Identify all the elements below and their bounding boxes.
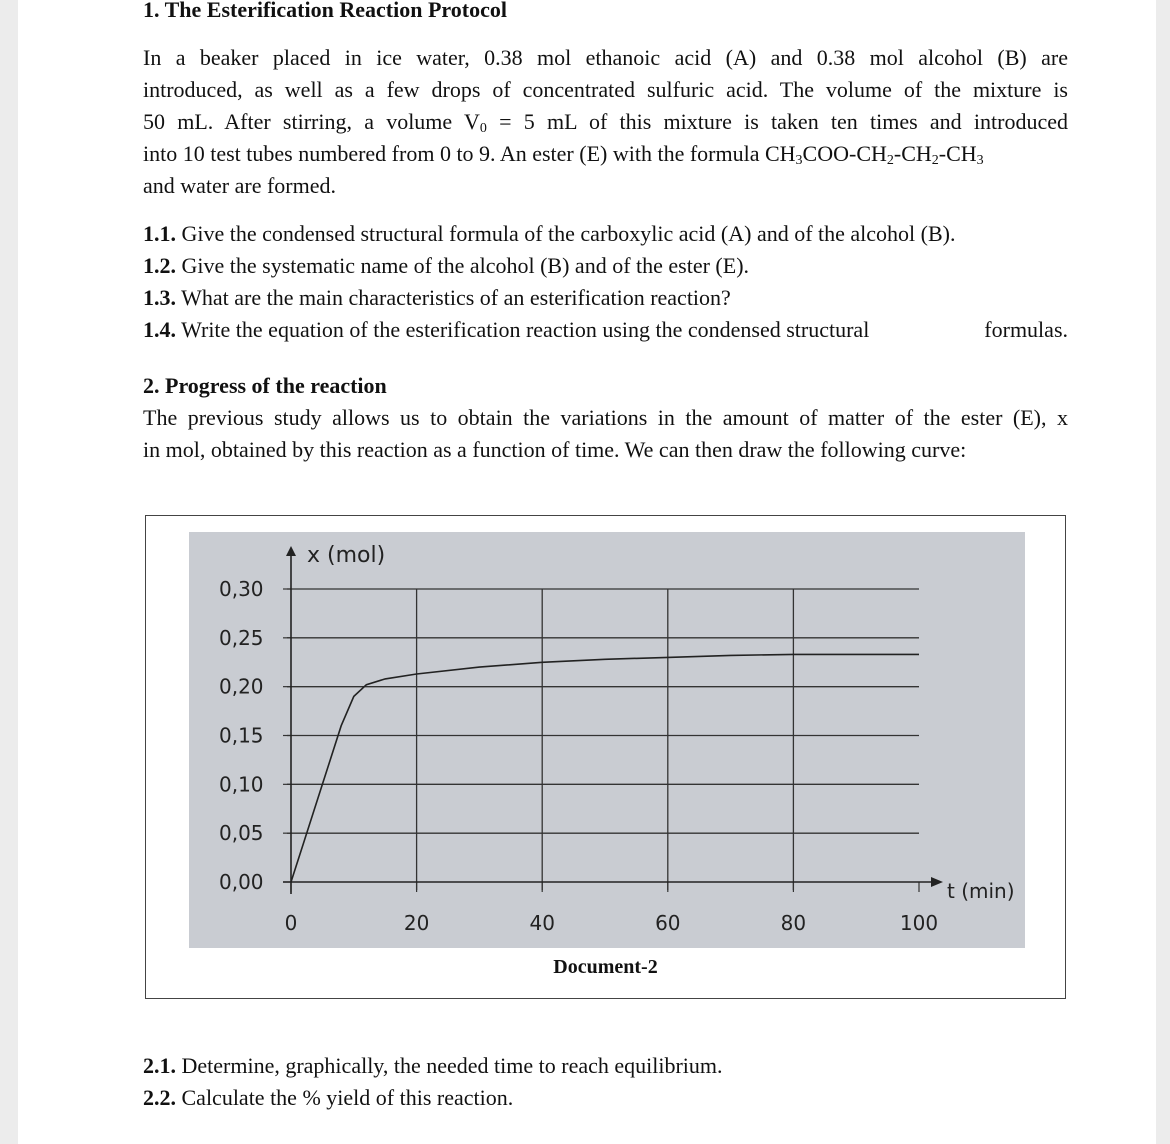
line-chart [189,532,1025,948]
question-1-4: 1.4. Write the equation of the esterification reaction using the condensed structural formulas. [143,317,1068,342]
section2-questions [143,1050,1068,1114]
intro-line-4: into 10 test tubes numbered from 0 to 9. An ester (E) with the formula $CH_3COO-CH_2-CH_2-CH_3$ [143,141,984,168]
x-axis-label: t (min) [947,879,1015,903]
intro-line-5: and water are formed. [143,173,337,198]
x-tick-label: 60 [655,911,681,935]
chart-area [189,532,1025,948]
y-tick-label: 0,15 [219,723,264,748]
y-axis-label: x (mol) [307,543,386,568]
section1-intro [143,42,1068,202]
question-1-3: 1.3. What are the main characteristics of an esterification reaction? [143,285,731,310]
x-tick-label: 40 [529,911,555,935]
section2-title: 2. Progress of the reaction [143,373,387,398]
x-axis-arrow [931,877,943,887]
x-tick-labels [285,911,938,935]
x-tick-label: 80 [780,911,807,935]
section1-title: 1. The Esterification Reaction Protocol [143,0,507,22]
y-tick-label: 0,05 [219,821,264,846]
section2-intro-line-2: in mol, obtained by this reaction as a function of time. We can then draw the following curve: [143,437,967,462]
question-1-2: 1.2. Give the systematic name of the alcohol (B) and of the ester (E). [143,253,750,278]
question-1-1: 1.1. Give the condensed structural formula of the carboxylic acid (A) and of the alcohol (B). [143,221,956,246]
x-tick-label: 0 [284,911,298,935]
intro-line-1: In a beaker placed in ice water, 0.38 mol ethanoic acid (A) and 0.38 mol alcohol (B) are [143,45,1068,70]
intro-line-3: 50 mL. After stirring, a volume $V_0 = 5$ mL of this mixture is taken ten times and introduced [143,109,1068,136]
page [18,0,1156,1144]
y-tick-label: 0,10 [219,772,264,797]
x-tick-label: 20 [403,911,430,935]
y-tick-label: 0,25 [219,625,264,650]
figure-caption: Document-2 [553,956,658,978]
section2-intro [143,402,1068,466]
y-tick-labels [219,577,264,894]
axes [283,546,943,894]
question-2-2: 2.2. Calculate the % yield of this reaction. [143,1085,514,1110]
question-2-1: 2.1. Determine, graphically, the needed time to reach equilibrium. [143,1053,723,1078]
section1-questions [143,218,1068,346]
intro-line-2: introduced, as well as a few drops of concentrated sulfuric acid. The volume of the mixture is [143,77,1068,102]
y-tick-label: 0,30 [219,577,264,601]
y-axis-arrow [286,546,296,556]
grid-lines [287,589,919,890]
series-line-x [291,654,919,882]
y-tick-label: 0,20 [219,674,264,699]
section2-intro-line-1: The previous study allows us to obtain the variations in the amount of matter of the ester (E), x [143,405,1068,430]
x-tick-label: 100 [899,911,939,935]
figure-box [145,515,1066,999]
y-tick-label: 0,00 [219,870,264,894]
